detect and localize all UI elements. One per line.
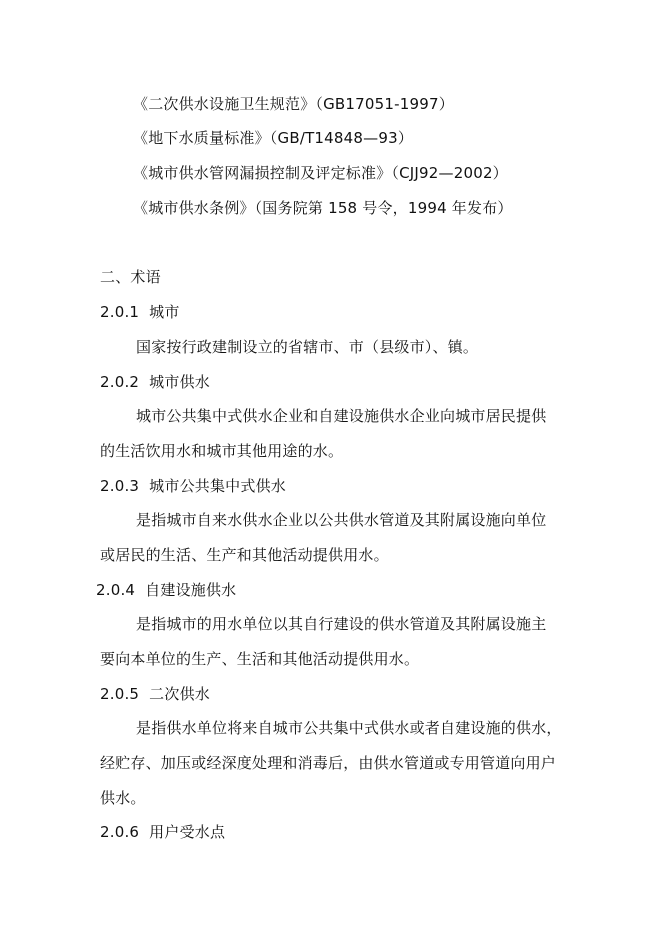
term-number: 2.0.5 [100,685,140,703]
term-name: 城市公共集中式供水 [149,477,286,495]
definition-line: 经贮存、加压或经深度处理和消毒后，由供水管道或专用管道向用户 [100,754,557,772]
reference-line: 《二次供水设施卫生规范》（GB17051-1997） [133,95,454,113]
term-name: 城市 [149,303,180,321]
term-heading [100,302,180,322]
definition-line: 是指供水单位将来自城市公共集中式供水或者自建设施的供水， [136,719,562,737]
term-number: 2.0.3 [100,477,140,495]
term-name: 用户受水点 [149,823,226,841]
term-heading [100,684,210,704]
term-heading [100,372,210,392]
definition-line: 供水。 [100,789,146,807]
definition-line: 是指城市的用水单位以其自行建设的供水管道及其附属设施主 [136,615,547,633]
term-name: 自建设施供水 [145,581,237,599]
term-number: 2.0.1 [100,303,140,321]
term-heading [100,476,286,496]
reference-line: 《地下水质量标准》（GB/T14848—93） [133,129,414,147]
definition-line: 国家按行政建制设立的省辖市、市（县级市）、镇。 [136,338,479,356]
reference-line: 《城市供水条例》（国务院第 158 号令，1994 年发布） [133,199,513,217]
term-number: 2.0.4 [96,581,136,599]
definition-line: 要向本单位的生产、生活和其他活动提供用水。 [100,650,420,668]
term-number: 2.0.6 [100,823,140,841]
section-title: 二、术语 [100,268,161,286]
definition-line: 的生活饮用水和城市其他用途的水。 [100,442,344,460]
term-name: 城市供水 [149,373,210,391]
definition-line: 或居民的生活、生产和其他活动提供用水。 [100,546,389,564]
term-heading [96,580,236,600]
definition-line: 是指城市自来水供水企业以公共供水管道及其附属设施向单位 [136,511,547,529]
reference-line: 《城市供水管网漏损控制及评定标准》（CJJ92—2002） [133,164,508,182]
definition-line: 城市公共集中式供水企业和自建设施供水企业向城市居民提供 [136,407,547,425]
term-name: 二次供水 [149,685,210,703]
term-heading [100,822,225,842]
term-number: 2.0.2 [100,373,140,391]
